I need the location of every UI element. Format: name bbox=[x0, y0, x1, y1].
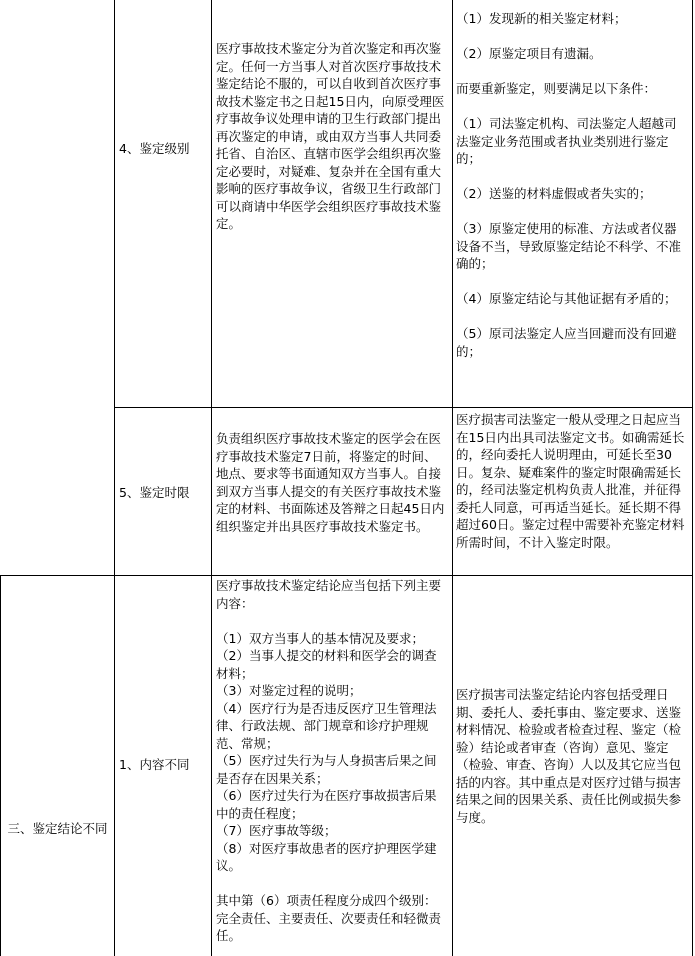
row3-list-item-7: （7）医疗事故等级； bbox=[216, 823, 337, 838]
row3-list-item-8: （8）对医疗事故患者的医疗护理医学建议。 bbox=[216, 840, 437, 873]
row3-list-item-6: （6）医疗过失行为在医疗事故损害后果中的责任程度； bbox=[216, 788, 437, 821]
grid-line-v0 bbox=[0, 575, 1, 956]
row1-medical-association-cell bbox=[212, 40, 452, 233]
row2-judicial-cell bbox=[453, 411, 692, 551]
row3-outro-text: 其中第（6）项责任程度分成四个级别：完全责任、主要责任、次要责任和轻微责任。 bbox=[216, 893, 442, 943]
grid-line-h1 bbox=[114, 407, 693, 408]
row3-intro-text: 医疗事故技术鉴定结论应当包括下列主要内容： bbox=[216, 578, 442, 611]
row1-medical-association-text: 医疗事故技术鉴定分为首次鉴定和再次鉴定。任何一方当事人对首次医疗事故技术鉴定结论不服的，可以自收到首次医疗事故技术鉴定书之日起15日内，向原受理医疗事故争议处理申请的卫生行政部门提出再次鉴定的申请，或由双方当事人共同委托省、自治区、直辖市医学会组织再次鉴定必要时，对疑难、复杂并在全国有重大影响的医疗事故争议，省级卫生行政部门可以商请中华医学会组织医疗事故技术鉴定。 bbox=[216, 41, 445, 231]
row2-item-label: 5、鉴定时限 bbox=[119, 485, 190, 500]
row3-item-label: 1、内容不同 bbox=[119, 757, 190, 772]
row1-item-label: 4、鉴定级别 bbox=[119, 141, 190, 156]
row3-judicial-text: 医疗损害司法鉴定结论内容包括受理日期、委托人、委托事由、鉴定要求、送鉴材料情况、检验或者检查过程、鉴定（检验）结论或者审查（咨询）意见、鉴定（检验、审查、咨询）人以及其它应当包括的内容。其中重点是对医疗过错与损害结果之间的因果关系、责任比例或损失参与度。 bbox=[456, 687, 682, 825]
row3-medical-association-cell bbox=[212, 577, 452, 945]
row3-item-cell bbox=[115, 756, 211, 774]
row1-judicial-line-3: 而要重新鉴定，则要满足以下条件： bbox=[456, 81, 657, 96]
row2-medical-association-text: 负责组织医疗事故技术鉴定的医学会在医疗事故技术鉴定7日前，将鉴定的时间、地点、要求等书面通知双方当事人。自接到双方当事人提交的有关医疗事故技术鉴定的材料、书面陈述及答辩之日起45日内组织鉴定并出具医疗事故技术鉴定书。 bbox=[216, 431, 445, 534]
row1-judicial-line-5: （2）送鉴的材料虚假或者失实的； bbox=[456, 186, 652, 201]
row1-judicial-cell bbox=[453, 10, 692, 360]
row1-item-cell bbox=[115, 140, 211, 180]
row2-judicial-text: 医疗损害司法鉴定一般从受理之日起应当在15日内出具司法鉴定文书。如确需延长的，经向委托人说明理由，可延长至30日。复杂、疑难案件的鉴定时限确需延长的，经司法鉴定机构负责人批准，并征得委托人同意，可再适当延长。延长期不得超过60日。鉴定过程中需要补充鉴定材料所需时间，不计入鉴定时限。 bbox=[456, 412, 685, 550]
row1-judicial-line-8: （5）原司法鉴定人应当回避而没有回避的； bbox=[456, 326, 677, 359]
row1-judicial-line-4: （1）司法鉴定机构、司法鉴定人超越司法鉴定业务范围或者执业类别进行鉴定的； bbox=[456, 116, 677, 166]
row3-list-item-4: （4）医疗行为是否违反医疗卫生管理法律、行政法规、部门规章和诊疗护理规范、常规； bbox=[216, 700, 437, 751]
row2-medical-association-cell bbox=[212, 430, 452, 535]
row3-list-item-2: （2）当事人提交的材料和医学会的调查材料； bbox=[216, 648, 437, 681]
row1-judicial-line-6: （3）原鉴定使用的标准、方法或者仪器设备不当，导致原鉴定结论不科学、不准确的； bbox=[456, 221, 682, 271]
row3-list-item-3: （3）对鉴定过程的说明； bbox=[216, 683, 362, 698]
grid-line-h2 bbox=[0, 575, 693, 576]
row1-judicial-line-1: （1）发现新的相关鉴定材料； bbox=[456, 11, 627, 26]
row1-judicial-line-7: （4）原鉴定结论与其他证据有矛盾的； bbox=[456, 291, 677, 306]
row3-section-label: 三、鉴定结论不同 bbox=[7, 821, 108, 836]
grid-line-v4 bbox=[692, 0, 693, 956]
row1-judicial-line-2: （2）原鉴定项目有遗漏。 bbox=[456, 46, 602, 61]
row3-list-item-5: （5）医疗过失行为与人身损害后果之间是否存在因果关系； bbox=[216, 753, 437, 786]
row3-list-item-1: （1）双方当事人的基本情况及要求； bbox=[216, 630, 424, 646]
row3-judicial-cell bbox=[453, 686, 692, 826]
row3-section-cell bbox=[1, 820, 114, 838]
row2-item-cell bbox=[115, 484, 211, 502]
